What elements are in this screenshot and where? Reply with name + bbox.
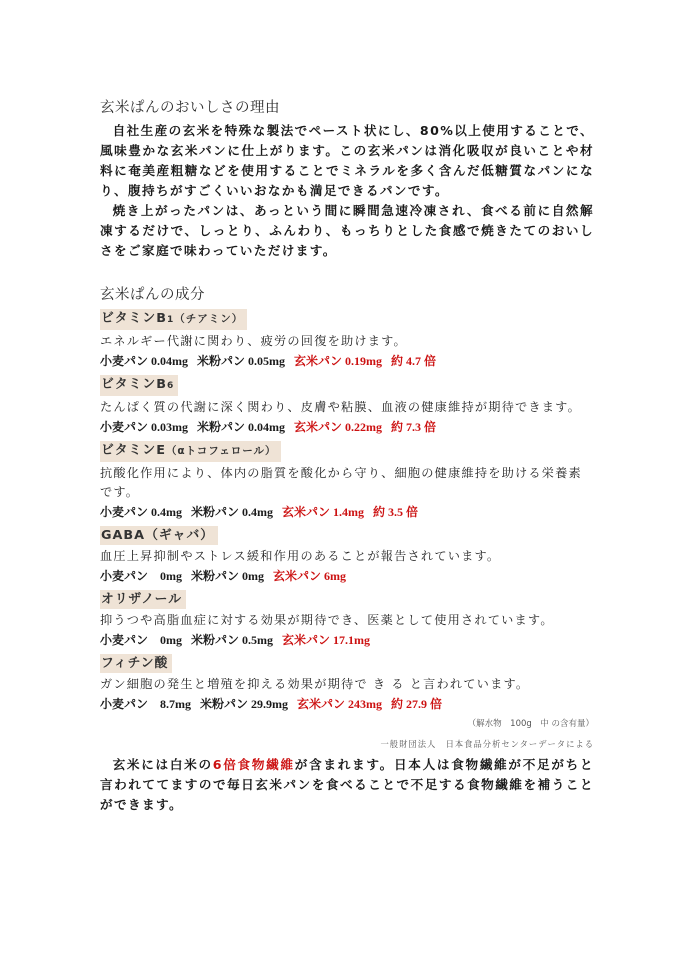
- nutrient-values: [100, 630, 594, 650]
- brown-rice-value: 玄米パン 0.19mg: [294, 354, 382, 368]
- brown-rice-value: 玄米パン 6mg: [273, 569, 346, 583]
- wheat-value: 小麦パン 8.7mg: [100, 697, 191, 711]
- wheat-value: 小麦パン 0.03mg: [100, 420, 188, 434]
- closing-text-pre: 玄米には白米の: [112, 757, 213, 772]
- ratio-value: 約 7.3 倍: [391, 420, 437, 434]
- rice-value: 米粉パン 29.9mg: [200, 697, 288, 711]
- nutrient-item: [100, 439, 594, 522]
- document-page: [100, 96, 594, 815]
- nutrient-values: [100, 502, 594, 522]
- ratio-value: 約 27.9 倍: [391, 697, 443, 711]
- brown-rice-value: 玄米パン 0.22mg: [294, 420, 382, 434]
- nutrient-values: [100, 417, 594, 437]
- rice-value: 米粉パン 0.04mg: [197, 420, 285, 434]
- nutrient-label: フィチン酸: [100, 654, 172, 673]
- nutrient-label: ビタミンB6: [100, 375, 178, 396]
- brown-rice-value: 玄米パン 1.4mg: [282, 505, 364, 519]
- closing-text-post: が含まれます。日本人は食物繊維が不足がちと言われててますので毎日玄米パンを食べることで不足する食物繊維を補うことができます。: [100, 757, 594, 812]
- wheat-value: 小麦パン 0.04mg: [100, 354, 188, 368]
- nutrient-item: [100, 588, 594, 650]
- rice-value: 米粉パン 0.5mg: [191, 633, 273, 647]
- nutrient-values: [100, 566, 594, 586]
- nutrient-label: ビタミンB1（チアミン）: [100, 309, 247, 330]
- brown-rice-value: 玄米パン 243mg: [297, 697, 382, 711]
- nutrient-item: [100, 307, 594, 371]
- source-note: （解水物 100g 中 の含有量）: [467, 719, 594, 729]
- data-source-organization: 一般財団法人 日本食品分析センターデータによる: [380, 739, 594, 749]
- wheat-value: 小麦パン 0mg: [100, 569, 182, 583]
- ratio-value: 約 4.7 倍: [391, 354, 437, 368]
- closing-paragraph: [100, 755, 594, 815]
- nutrient-values: [100, 694, 594, 714]
- nutrient-description: 抑うつや高脂血症に対する効果が期待でき、医薬として使用されています。: [100, 613, 554, 627]
- section-heading-taste: 玄米ぱんのおいしさの理由: [100, 100, 280, 116]
- nutrient-label: GABA（ギャバ）: [100, 526, 218, 545]
- nutrient-item: [100, 524, 594, 586]
- rice-value: 米粉パン 0.4mg: [191, 505, 273, 519]
- ratio-value: 約 3.5 倍: [373, 505, 419, 519]
- rice-value: 米粉パン 0.05mg: [197, 354, 285, 368]
- wheat-value: 小麦パン 0mg: [100, 633, 182, 647]
- nutrient-description: たんぱく質の代謝に深く関わり、皮膚や粘膜、血液の健康維持が期待できます。: [100, 400, 581, 414]
- nutrient-description: 抗酸化作用により、体内の脂質を酸化から守り、細胞の健康維持を助ける栄養素です。: [100, 466, 582, 499]
- nutrient-list: [100, 307, 594, 714]
- rice-value: 米粉パン 0mg: [191, 569, 264, 583]
- nutrient-description: 血圧上昇抑制やストレス緩和作用のあることが報告されています。: [100, 549, 501, 563]
- nutrient-item: [100, 652, 594, 714]
- nutrient-values: [100, 351, 594, 371]
- brown-rice-value: 玄米パン 17.1mg: [282, 633, 370, 647]
- taste-paragraph-2: 焼き上がったパンは、あっという間に瞬間急速冷凍され、食べる前に自然解凍するだけで、しっとり、ふんわり、もっちりとした食感で焼きたてのおいしさをご家庭で味わっていただけます。: [100, 203, 594, 258]
- taste-paragraph-1: 自社生産の玄米を特殊な製法でペースト状にし、80%以上使用することで、風味豊かな玄米パンに仕上がります。この玄米パンは消化吸収が良いことや材料に奄美産粗糖などを使用することでミネラルを多く含んだ低糖質なパンになり、腹持ちがすごくいいおなかも満足できるパンです。: [100, 123, 594, 198]
- nutrient-item: [100, 373, 594, 437]
- nutrient-label: ビタミンE（αトコフェロール）: [100, 441, 281, 462]
- fiber-highlight: 6倍食物繊維: [212, 757, 295, 772]
- nutrient-description: ガン細胞の発生と増殖を抑える効果が期待で き る と言われています。: [100, 677, 530, 691]
- section-heading-nutrients: 玄米ぱんの成分: [100, 287, 205, 303]
- nutrient-label: オリザノール: [100, 590, 186, 609]
- wheat-value: 小麦パン 0.4mg: [100, 505, 182, 519]
- nutrient-description: エネルギー代謝に関わり、疲労の回復を助けます。: [100, 334, 407, 348]
